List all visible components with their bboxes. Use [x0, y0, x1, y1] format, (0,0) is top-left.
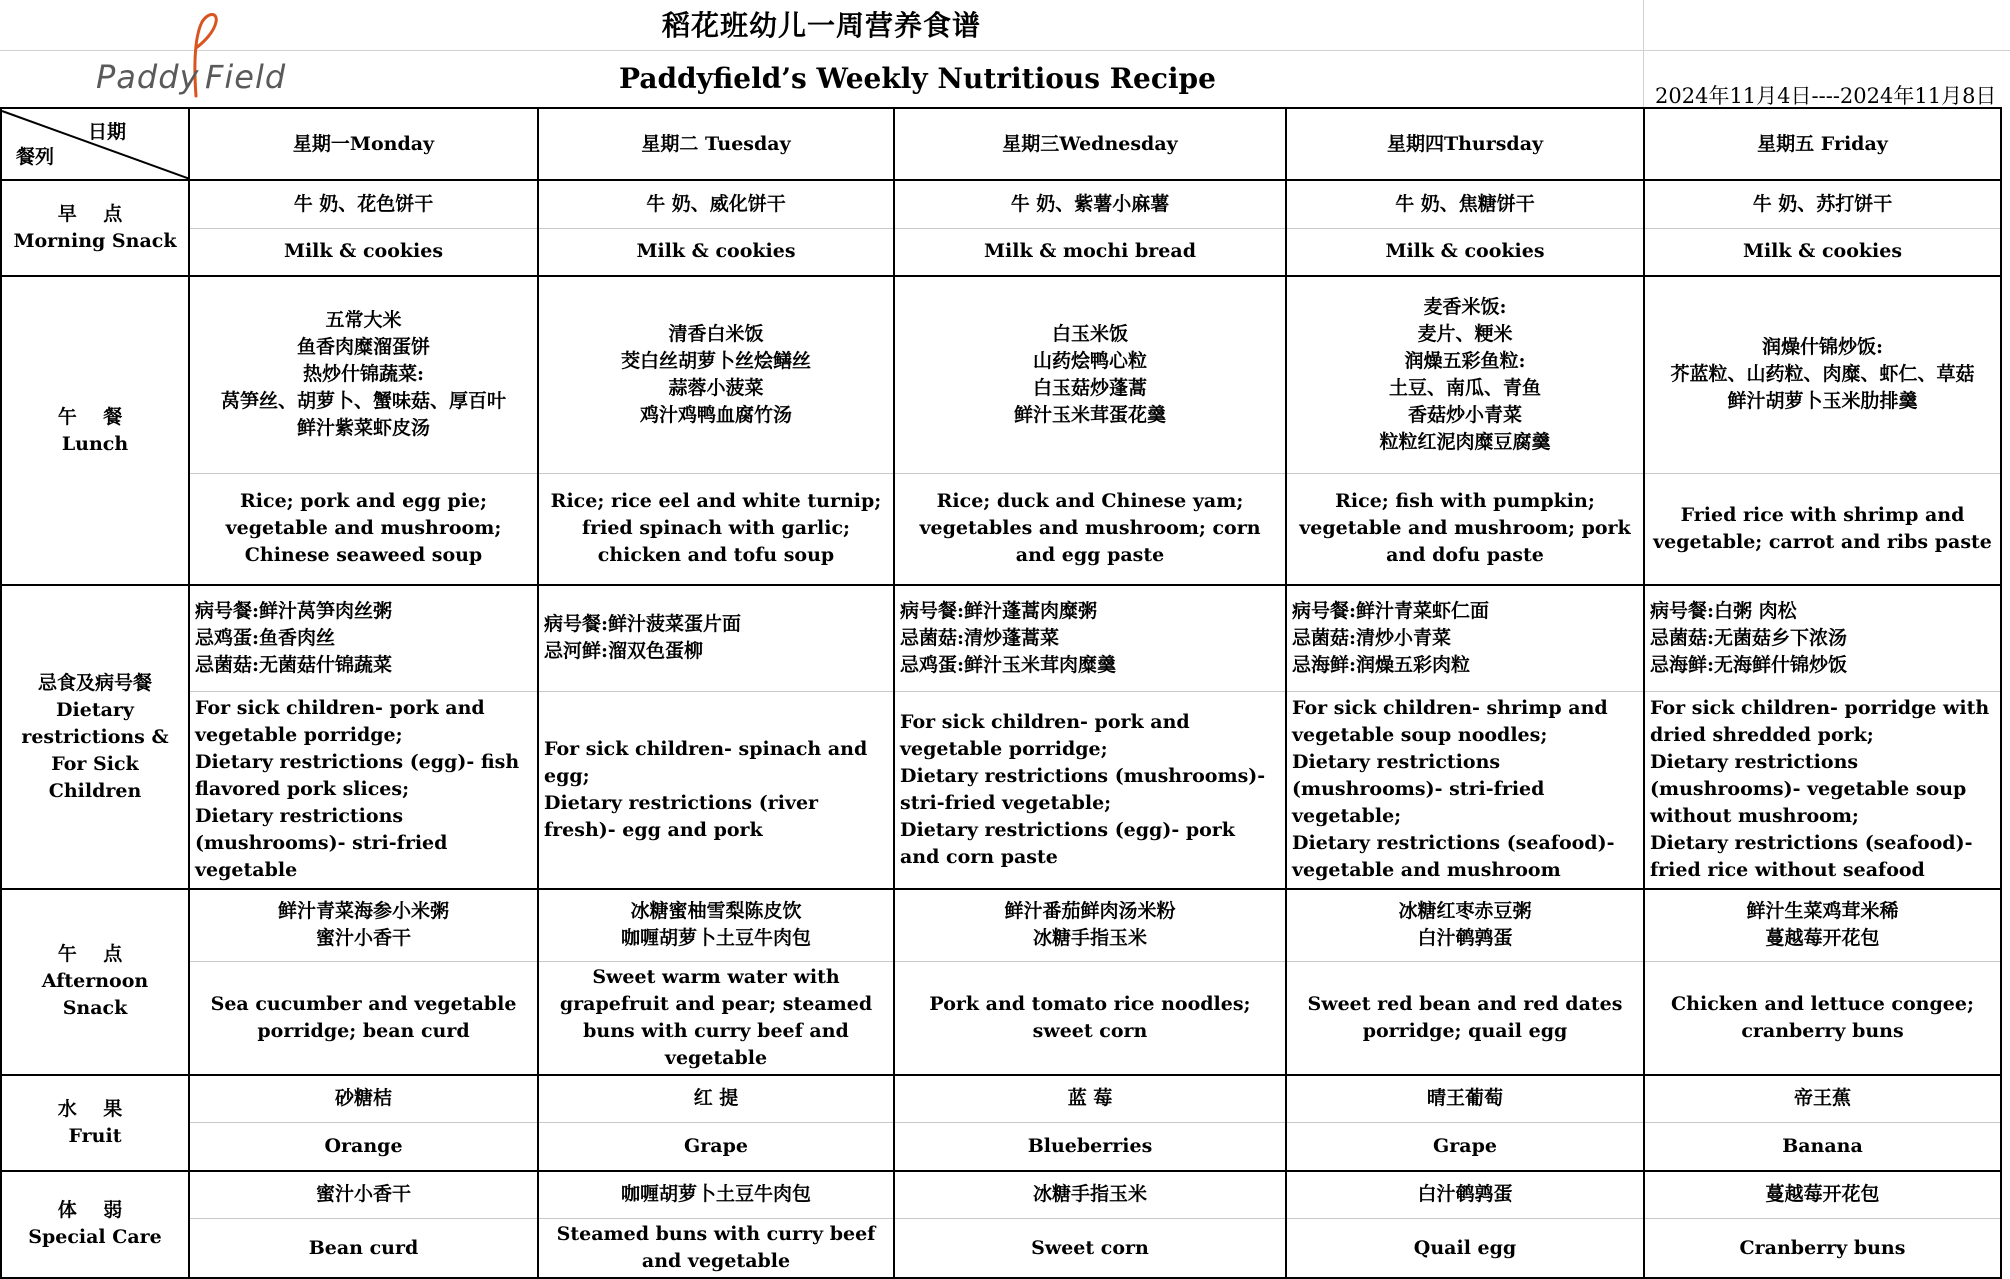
table-row: [1, 1171, 2001, 1219]
row-label-en: Fruit: [68, 1124, 122, 1147]
row-label-cn: 午 餐: [57, 405, 133, 428]
menu-cell-en: Fried rice with shrimp and vegetable; carrot and ribs paste: [1644, 473, 2001, 585]
menu-cell-en: Chicken and lettuce congee; cranberry buns: [1644, 961, 2001, 1075]
row-label-en: Special Care: [28, 1226, 162, 1249]
menu-cell-cn: 咖喱胡萝卜土豆牛肉包: [538, 1171, 894, 1219]
row-label-en: Morning Snack: [13, 230, 177, 252]
menu-cell-cn: 砂糖桔: [189, 1075, 538, 1123]
menu-cell-en: Milk & cookies: [189, 228, 538, 276]
menu-cell-cn: 冰糖红枣赤豆粥 白汁鹌鹑蛋: [1286, 889, 1644, 961]
page-title-english: Paddyfield’s Weekly Nutritious Recipe: [619, 62, 1216, 95]
menu-cell-en: Sweet warm water with grapefruit and pear; steamed buns with curry beef and vegetable: [538, 961, 894, 1075]
menu-cell-cn: 病号餐:鲜汁菠菜蛋片面 忌河鲜:溜双色蛋柳: [538, 585, 894, 691]
day-header: 星期二 Tuesday: [538, 108, 894, 180]
row-label-cn: 午 点: [57, 943, 133, 966]
menu-cell-cn: 病号餐:鲜汁蓬蒿肉糜粥 忌菌菇:清炒蓬蒿菜 忌鸡蛋:鲜汁玉米茸肉糜羹: [894, 585, 1286, 691]
menu-cell-cn: 蔓越莓开花包: [1644, 1171, 2001, 1219]
day-header: 星期三Wednesday: [894, 108, 1286, 180]
menu-cell-cn: 牛 奶、花色饼干: [189, 180, 538, 228]
menu-cell-en: Rice; pork and egg pie; vegetable and mushroom; Chinese seaweed soup: [189, 473, 538, 585]
page-title-chinese: 稻花班幼儿一周营养食谱: [661, 9, 981, 42]
menu-cell-en: Milk & cookies: [1286, 228, 1644, 276]
menu-cell-cn: 鲜汁生菜鸡茸米稀 蔓越莓开花包: [1644, 889, 2001, 961]
menu-cell-cn: 红 提: [538, 1075, 894, 1123]
menu-cell-cn: 鲜汁番茄鲜肉汤米粉 冰糖手指玉米: [894, 889, 1286, 961]
menu-cell-cn: 病号餐:鲜汁青菜虾仁面 忌菌菇:清炒小青菜 忌海鲜:润燥五彩肉粒: [1286, 585, 1644, 691]
day-header: 星期五 Friday: [1644, 108, 2001, 180]
table-row: [1, 889, 2001, 961]
menu-cell-cn: 病号餐:鲜汁莴笋肉丝粥 忌鸡蛋:鱼香肉丝 忌菌菇:无菌菇什锦蔬菜: [189, 585, 538, 691]
menu-cell-en: Sweet red bean and red dates porridge; quail egg: [1286, 961, 1644, 1075]
day-header: 星期一Monday: [189, 108, 538, 180]
menu-cell-cn: 牛 奶、紫薯小麻薯: [894, 180, 1286, 228]
menu-cell-en: For sick children- porridge with dried shredded pork; Dietary restrictions (mushrooms)- vegetable soup without mushroom; Dietary restrictions (seafood)- fried rice without seafood: [1644, 691, 2001, 889]
table-row: [1, 1075, 2001, 1123]
menu-cell-cn: 病号餐:白粥 肉松 忌菌菇:无菌菇乡下浓汤 忌海鲜:无海鲜什锦炒饭: [1644, 585, 2001, 691]
menu-cell-en: Milk & mochi bread: [894, 228, 1286, 276]
menu-cell-cn: 蓝 莓: [894, 1075, 1286, 1123]
menu-cell-cn: 白汁鹌鹑蛋: [1286, 1171, 1644, 1219]
menu-cell-cn: 帝王蕉: [1644, 1075, 2001, 1123]
menu-cell-cn: 麦香米饭: 麦片、粳米 润燥五彩鱼粒: 土豆、南瓜、青鱼 香菇炒小青菜 粒粒红泥肉糜豆腐羹: [1286, 276, 1644, 473]
menu-cell-en: Rice; rice eel and white turnip; fried spinach with garlic; chicken and tofu soup: [538, 473, 894, 585]
table-row: [1, 180, 2001, 228]
corner-label-date: 日期: [87, 121, 126, 143]
day-header-row: [1, 108, 2001, 180]
menu-cell-cn: 五常大米 鱼香肉糜溜蛋饼 热炒什锦蔬菜: 莴笋丝、胡萝卜、蟹味菇、厚百叶 鲜汁紫菜虾皮汤: [189, 276, 538, 473]
table-row: [1, 276, 2001, 473]
menu-cell-cn: 牛 奶、苏打饼干: [1644, 180, 2001, 228]
row-label-en: Lunch: [61, 432, 129, 455]
menu-cell-en: Cranberry buns: [1644, 1219, 2001, 1279]
menu-cell-cn: 润燥什锦炒饭: 芥蓝粒、山药粒、肉糜、虾仁、草菇 鲜汁胡萝卜玉米肋排羹: [1644, 276, 2001, 473]
menu-cell-cn: 蜜汁小香干: [189, 1171, 538, 1219]
menu-cell-en: For sick children- shrimp and vegetable soup noodles; Dietary restrictions (mushrooms)- stri-fried vegetable; Dietary restrictions (seafood)- vegetable and mushroom: [1286, 691, 1644, 889]
menu-cell-en: For sick children- spinach and egg; Dietary restrictions (river fresh)- egg and pork: [538, 691, 894, 889]
menu-cell-cn: 白玉米饭 山药烩鸭心粒 白玉菇炒蓬蒿 鲜汁玉米茸蛋花羹: [894, 276, 1286, 473]
row-label-cn: 早 点: [57, 203, 133, 225]
menu-cell-en: Milk & cookies: [538, 228, 894, 276]
table-row: [1, 228, 2001, 276]
row-header-lunch: [1, 276, 189, 585]
menu-cell-cn: 清香白米饭 茭白丝胡萝卜丝烩鳝丝 蒜蓉小菠菜 鸡汁鸡鸭血腐竹汤: [538, 276, 894, 473]
menu-cell-en: Quail egg: [1286, 1219, 1644, 1279]
menu-cell-en: Grape: [538, 1123, 894, 1171]
menu-cell-en: Steamed buns with curry beef and vegetable: [538, 1219, 894, 1279]
menu-cell-en: Orange: [189, 1123, 538, 1171]
menu-cell-cn: 冰糖手指玉米: [894, 1171, 1286, 1219]
menu-cell-en: Sea cucumber and vegetable porridge; bean curd: [189, 961, 538, 1075]
logo-text-right: Field: [205, 58, 287, 96]
day-header: 星期四Thursday: [1286, 108, 1644, 180]
row-label-cn: 水 果: [57, 1097, 133, 1120]
corner-cell: [1, 108, 189, 180]
menu-cell-cn: 牛 奶、威化饼干: [538, 180, 894, 228]
row-header-special-care: [1, 1171, 189, 1279]
table-row: [1, 691, 2001, 889]
table-row: [1, 473, 2001, 585]
table-row: [1, 1123, 2001, 1171]
paddyfield-logo: [90, 8, 300, 100]
menu-cell-en: Blueberries: [894, 1123, 1286, 1171]
menu-cell-en: Milk & cookies: [1644, 228, 2001, 276]
menu-cell-en: Sweet corn: [894, 1219, 1286, 1279]
menu-cell-en: For sick children- pork and vegetable porridge; Dietary restrictions (mushrooms)- stri-fried vegetable; Dietary restrictions (egg)- pork and corn paste: [894, 691, 1286, 889]
row-label-cn: 忌食及病号餐: [37, 671, 152, 694]
menu-cell-en: Grape: [1286, 1123, 1644, 1171]
menu-cell-cn: 晴王葡萄: [1286, 1075, 1644, 1123]
row-label-en: Dietary restrictions & For Sick Children: [21, 698, 169, 802]
logo-text-left: Paddy: [96, 58, 200, 96]
row-label-en: Afternoon Snack: [41, 970, 149, 1020]
row-header-dietary: [1, 585, 189, 889]
menu-cell-en: Pork and tomato rice noodles; sweet corn: [894, 961, 1286, 1075]
menu-cell-en: Rice; duck and Chinese yam; vegetables and mushroom; corn and egg paste: [894, 473, 1286, 585]
row-header-afternoon-snack: [1, 889, 189, 1075]
row-header-morning-snack: [1, 180, 189, 276]
row-label-cn: 体 弱: [57, 1199, 133, 1222]
weekly-menu-table: [0, 107, 2002, 1279]
menu-cell-en: Banana: [1644, 1123, 2001, 1171]
menu-cell-cn: 冰糖蜜柚雪梨陈皮饮 咖喱胡萝卜土豆牛肉包: [538, 889, 894, 961]
table-row: [1, 1219, 2001, 1279]
date-range: 2024年11月4日----2024年11月8日: [1655, 84, 1997, 108]
table-row: [1, 585, 2001, 691]
table-row: [1, 961, 2001, 1075]
corner-label-meal: 餐列: [16, 146, 55, 168]
menu-cell-en: For sick children- pork and vegetable porridge; Dietary restrictions (egg)- fish flavored pork slices; Dietary restrictions (mushrooms)- stri-fried vegetable: [189, 691, 538, 889]
menu-cell-en: Rice; fish with pumpkin; vegetable and mushroom; pork and dofu paste: [1286, 473, 1644, 585]
menu-cell-cn: 牛 奶、焦糖饼干: [1286, 180, 1644, 228]
menu-cell-en: Bean curd: [189, 1219, 538, 1279]
menu-cell-cn: 鲜汁青菜海参小米粥 蜜汁小香干: [189, 889, 538, 961]
row-header-fruit: [1, 1075, 189, 1171]
